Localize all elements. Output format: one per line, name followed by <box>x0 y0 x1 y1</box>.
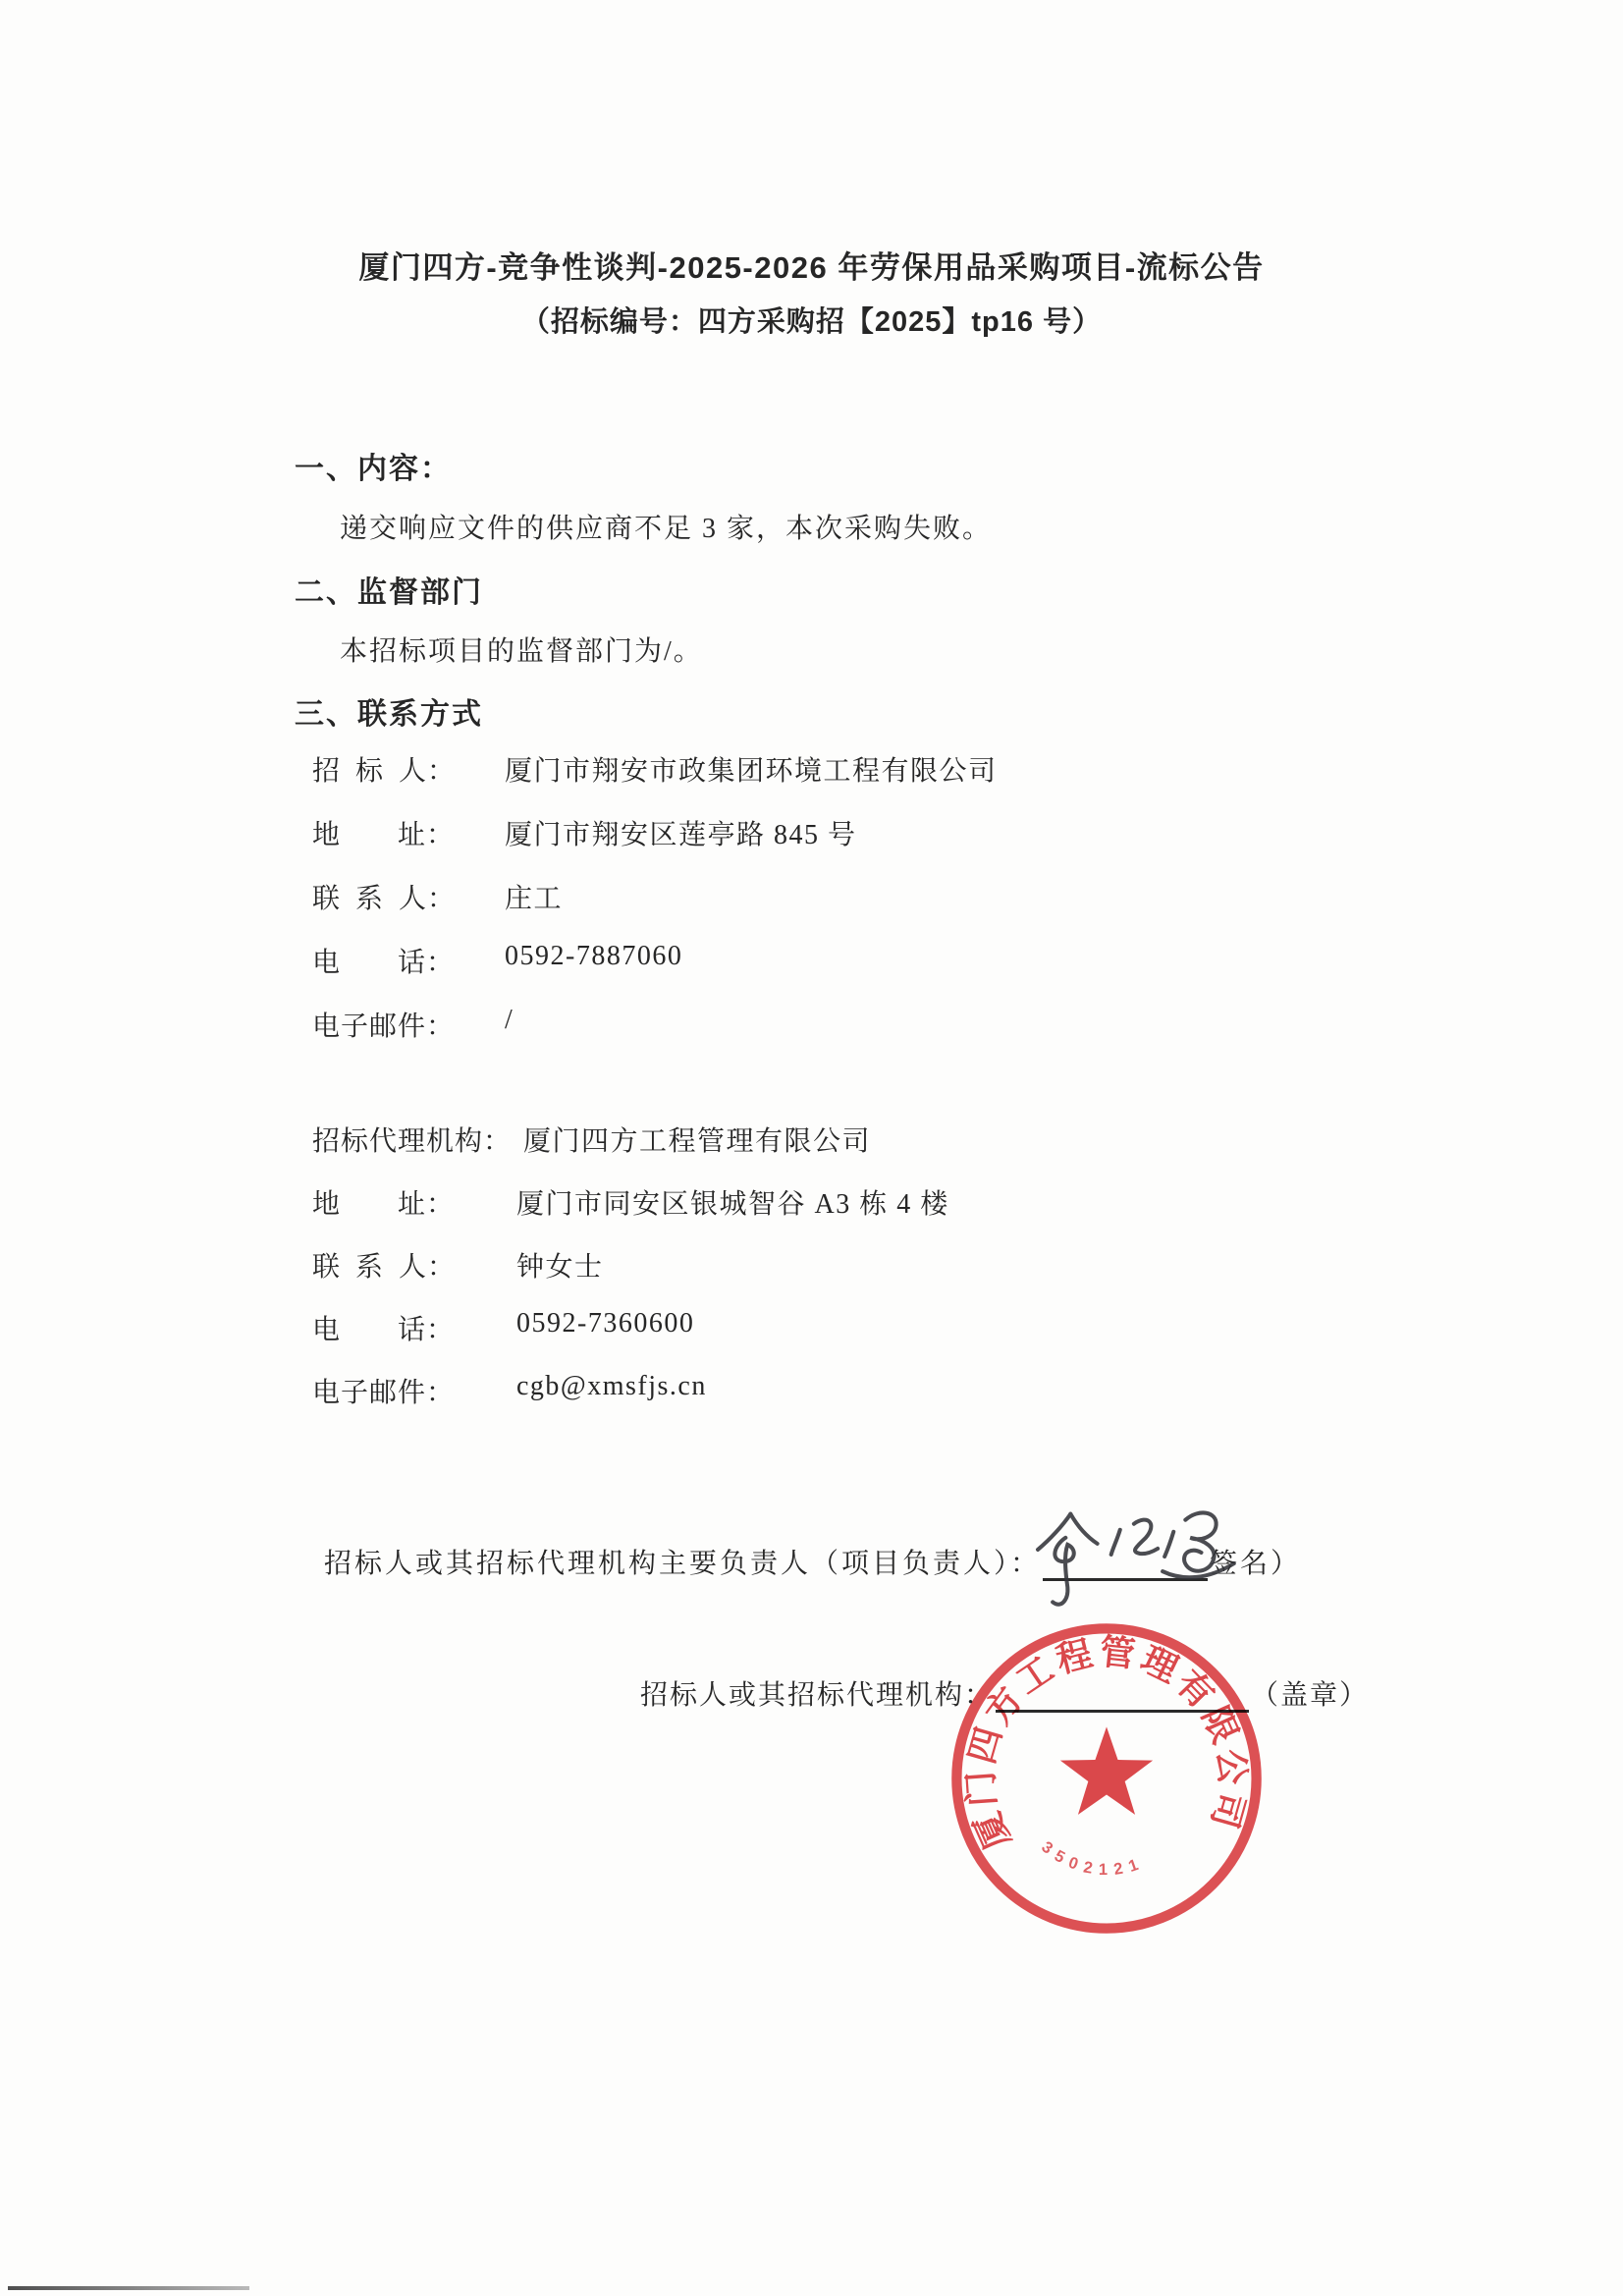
page-title: 厦门四方-竞争性谈判-2025-2026 年劳保用品采购项目-流标公告 <box>358 250 1265 285</box>
seal-star-icon <box>1060 1726 1153 1815</box>
seal-company-text: 厦门四方工程管理有限公司 <box>959 1630 1254 1856</box>
contact-value: 厦门市翔安区莲亭路 845 号 <box>505 820 857 850</box>
section-body-content: 递交响应文件的供应商不足 3 家，本次采购失败。 <box>340 514 993 544</box>
section-body-supervision: 本招标项目的监督部门为/。 <box>340 636 703 667</box>
contact-row <box>312 749 998 813</box>
leader-signature-row <box>324 1542 1301 1581</box>
contact-value: 庄工 <box>505 884 564 914</box>
contact-label: 电子邮件： <box>312 1378 456 1408</box>
contact-row <box>312 1120 949 1182</box>
contact-value: 钟女士 <box>516 1252 604 1283</box>
contact-label: 电子邮件： <box>312 1011 456 1042</box>
contact-value: 0592-7887060 <box>505 941 683 971</box>
contact-value: cgb@xmsfjs.cn <box>516 1371 707 1401</box>
scan-artifact-line <box>8 2286 249 2290</box>
contact-value: 厦门市翔安市政集团环境工程有限公司 <box>505 756 998 787</box>
section-heading-contact: 三、联系方式 <box>295 698 483 731</box>
org-seal-suffix: （盖章） <box>1251 1680 1370 1711</box>
contact-value: / <box>505 1005 514 1035</box>
contact-label: 地 址： <box>312 820 456 850</box>
section-heading-supervision: 二、监督部门 <box>295 576 483 609</box>
handwritten-signature <box>1033 1498 1261 1617</box>
contact-row <box>312 1005 998 1068</box>
contact-value: 厦门市同安区银城智谷 A3 栋 4 楼 <box>516 1189 949 1220</box>
contact-row <box>312 877 998 941</box>
contact-label: 联 系 人： <box>312 884 457 914</box>
leader-signature-suffix: 签名） <box>1210 1549 1302 1579</box>
contact-label: 招 标 人： <box>312 756 457 787</box>
contact-label: 招标代理机构： <box>312 1126 513 1157</box>
contact-label: 地 址： <box>312 1189 456 1220</box>
contact-value: 厦门四方工程管理有限公司 <box>523 1126 872 1157</box>
contact-row <box>312 1308 949 1371</box>
org-seal-label: 招标人或其招标代理机构： <box>640 1680 995 1711</box>
contact-label: 联 系 人： <box>312 1252 457 1283</box>
company-seal-stamp <box>945 1616 1269 1941</box>
page-subtitle: （招标编号：四方采购招【2025】tp16 号） <box>520 306 1103 338</box>
contact-value: 0592-7360600 <box>516 1308 695 1339</box>
contact-row <box>312 1182 949 1245</box>
section-heading-content: 一、内容： <box>295 453 452 485</box>
tenderer-contact-block <box>312 749 998 1068</box>
seal-serial-holder <box>1038 1838 1147 1879</box>
contact-label: 电 话： <box>312 1315 456 1345</box>
contact-row <box>312 941 998 1005</box>
contact-label: 电 话： <box>312 948 456 978</box>
contact-row <box>312 1245 949 1308</box>
signature-underline <box>1043 1543 1208 1581</box>
contact-row <box>312 813 998 877</box>
agency-contact-block <box>312 1120 949 1434</box>
leader-signature-label: 招标人或其招标代理机构主要负责人（项目负责人）： <box>324 1549 1042 1579</box>
contact-row <box>312 1371 949 1434</box>
seal-serial-number: 3502121 <box>1038 1837 1148 1880</box>
